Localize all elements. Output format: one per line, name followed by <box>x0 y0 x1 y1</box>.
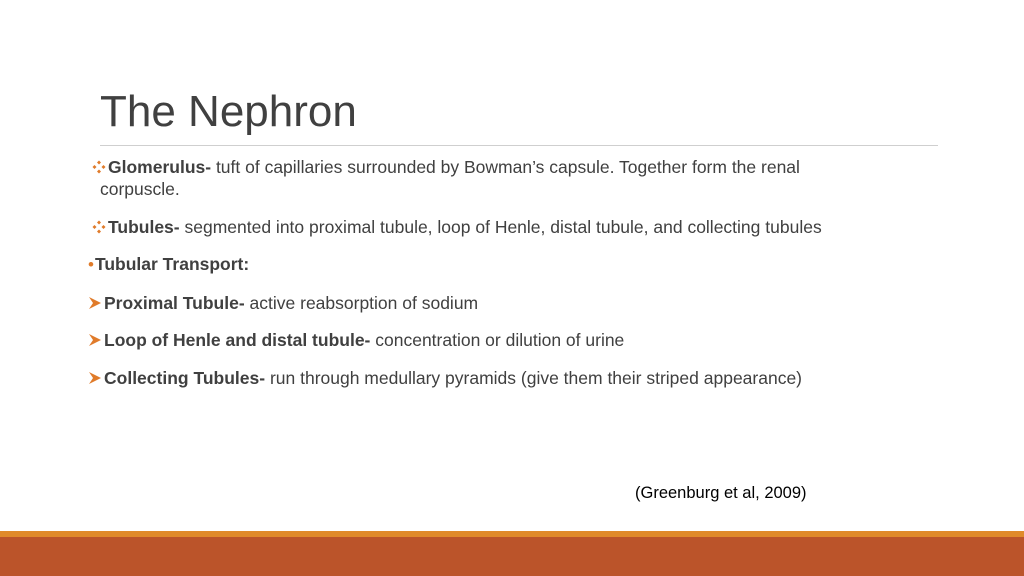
footer-bar <box>0 537 1024 576</box>
slide-title: The Nephron <box>100 87 357 136</box>
citation: (Greenburg et al, 2009) <box>635 484 807 502</box>
bullet-collecting-tubules <box>88 367 938 389</box>
arrow-icon <box>88 333 102 347</box>
bullet-list <box>88 156 938 404</box>
bullet-dot-icon: • <box>88 255 94 274</box>
diamond-cluster-icon <box>92 160 106 174</box>
arrow-icon <box>88 371 102 385</box>
bullet-tubules <box>88 216 938 238</box>
bullet-loop-of-henle <box>88 329 938 351</box>
bullet-proximal-tubule <box>88 292 938 314</box>
bullet-tubular-transport <box>88 253 938 276</box>
bullet-text: concentration or dilution of urine <box>370 330 625 350</box>
title-divider <box>100 145 938 146</box>
bullet-text: run through medullary pyramids (give them their striped appearance) <box>265 367 803 388</box>
bullet-text-continuation: corpuscle. <box>100 179 180 199</box>
bullet-term: Tubules- <box>108 216 180 237</box>
bullet-term: Glomerulus- <box>108 157 212 177</box>
bullet-term: Tubular Transport: <box>94 254 250 274</box>
bullet-term: Proximal Tubule- <box>104 292 245 313</box>
diamond-cluster-icon <box>92 220 106 234</box>
bullet-glomerulus <box>88 156 938 200</box>
bullet-text: tuft of capillaries surrounded by Bowman’s capsule. Together form the renal <box>211 157 800 177</box>
bullet-text: active reabsorption of sodium <box>244 292 479 313</box>
bullet-text: segmented into proximal tubule, loop of Henle, distal tubule, and collecting tubules <box>179 216 822 237</box>
arrow-icon <box>88 296 102 310</box>
bullet-term: Collecting Tubules- <box>104 367 266 388</box>
bullet-term: Loop of Henle and distal tubule- <box>104 330 371 350</box>
